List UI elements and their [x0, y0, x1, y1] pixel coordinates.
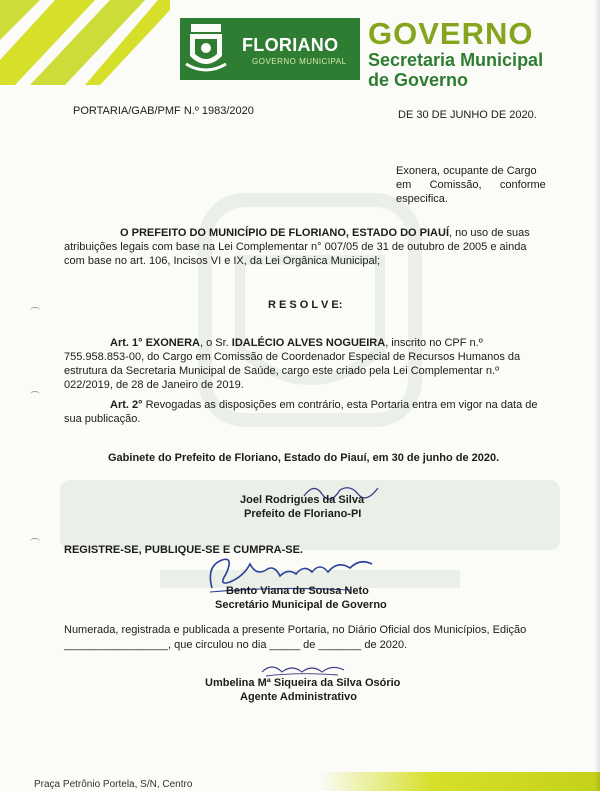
- preamble-line-3: com base no art. 106, Incisos VI e IX, da Lei Orgânica Municipal;: [64, 255, 381, 267]
- article-1-line-4: 022/2019, de 28 de Janeiro de 2019.: [64, 379, 244, 391]
- resolve-heading: R E S O L V E:: [268, 299, 343, 311]
- preamble-line-1: [120, 226, 530, 240]
- floriano-logo: [180, 18, 232, 80]
- article-1-label: Art. 1° EXONERA: [110, 337, 200, 349]
- secretariat-line-2: de Governo: [368, 70, 469, 90]
- article-2-line-2: sua publicação.: [64, 413, 141, 425]
- page-edge-shadow: [594, 0, 600, 791]
- crest-icon: [180, 18, 232, 80]
- article-2-text: Revogadas as disposições em contrário, esta Portaria entra em vigor na data de: [142, 399, 538, 411]
- secretary-title: Secretário Municipal de Governo: [215, 599, 387, 611]
- brand-name: FLORIANO: [242, 35, 339, 55]
- ementa-line: Exonera, ocupante de Cargo: [396, 165, 537, 177]
- secretary-name: Bento Viana de Sousa Neto: [226, 585, 369, 597]
- preamble-line-2: atribuições legais com base na Lei Complementar n° 007/05 de 31 de outubro de 2005 e ainda: [64, 241, 527, 253]
- mayor-name: Joel Rodrigues da Silva: [240, 494, 365, 506]
- footer-stripe: [320, 772, 600, 791]
- ementa: [396, 164, 546, 206]
- portaria-date: DE 30 DE JUNHO DE 2020.: [398, 109, 537, 121]
- registre-statement: REGISTRE-SE, PUBLIQUE-SE E CUMPRA-SE.: [64, 544, 303, 556]
- publication-line-2: _________________, que circulou no dia _____ de _______ de 2020.: [64, 639, 408, 651]
- secretariat-line-1: Secretaria Municipal: [368, 50, 544, 70]
- margin-mark: [30, 538, 40, 545]
- gabinete-statement: Gabinete do Prefeito de Floriano, Estado do Piauí, em 30 de junho de 2020.: [108, 452, 500, 464]
- margin-mark: [30, 391, 40, 398]
- ementa-line: especifica.: [396, 193, 448, 205]
- agent-name: Umbelina Mª Siqueira da Silva Osório: [205, 677, 401, 689]
- margin-mark: [30, 307, 40, 314]
- publication-line-1: Numerada, registrada e publicada a presente Portaria, no Diário Oficial dos Municípios, Edição: [64, 624, 527, 636]
- article-1-text: , inscrito no CPF n.º: [385, 337, 483, 349]
- agent-title: Agente Administrativo: [240, 691, 357, 703]
- brand-subtitle: GOVERNO MUNICIPAL: [252, 57, 347, 66]
- footer-address: Praça Petrônio Portela, S/N, Centro: [34, 779, 193, 790]
- preamble-text: , no uso de suas: [449, 227, 530, 239]
- article-1-line-2: 755.958.853-00, do Cargo em Comissão de Coordenador Especial de Recursos Humanos da: [64, 351, 521, 363]
- ementa-line: em Comissão, conforme: [396, 179, 546, 191]
- preamble-authority: O PREFEITO DO MUNICÍPIO DE FLORIANO, ESTADO DO PIAUÍ: [120, 227, 450, 239]
- exonerated-person-name: IDALÉCIO ALVES NOGUEIRA: [231, 337, 386, 349]
- article-2-label: Art. 2°: [110, 399, 143, 411]
- article-2-line-1: [110, 398, 538, 412]
- article-1-line-3: estrutura da Secretaria Municipal de Saúde, cargo este criado pela Lei Complementar n.º: [64, 365, 500, 377]
- portaria-number: PORTARIA/GAB/PMF N.º 1983/2020: [73, 105, 254, 117]
- government-title: GOVERNO: [368, 16, 534, 51]
- header-stripes-decoration: [0, 0, 170, 90]
- article-1-text: , o Sr.: [199, 337, 232, 349]
- article-1-line-1: [110, 336, 483, 350]
- mayor-title: Prefeito de Floriano-PI: [244, 508, 362, 520]
